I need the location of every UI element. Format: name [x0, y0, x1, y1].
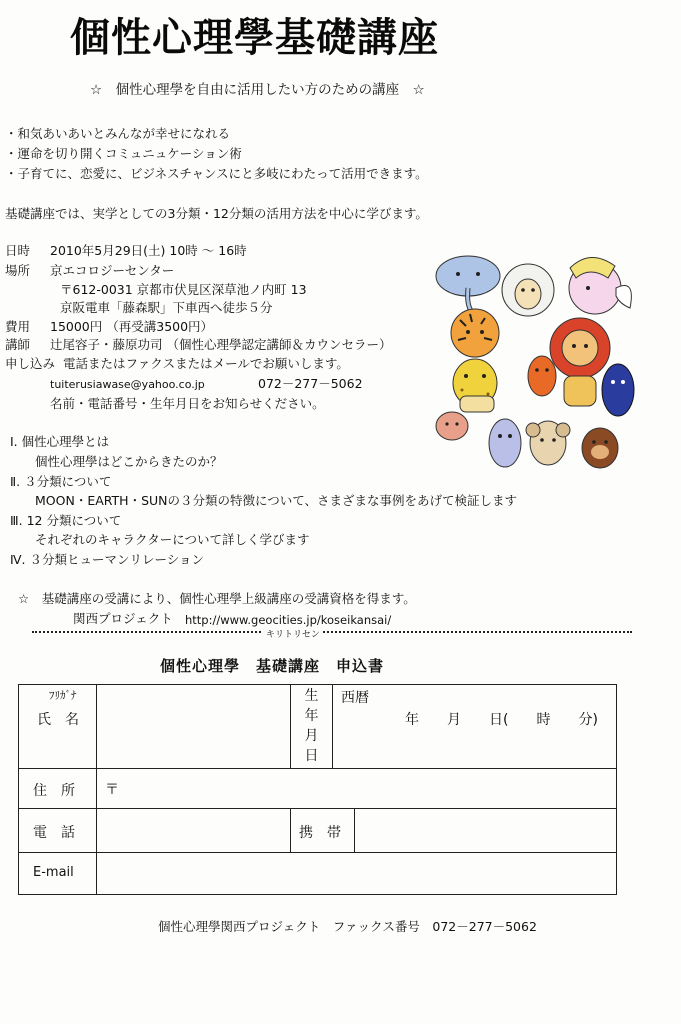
mobile-label-cell	[291, 809, 355, 853]
date-label: 日時	[5, 243, 31, 258]
cut-line	[32, 631, 632, 633]
birth-date-field[interactable]	[333, 685, 617, 769]
curriculum-detail: それぞれのキャラクターについて詳しく学びます	[35, 532, 310, 547]
place-label: 場所	[5, 263, 31, 278]
cut-line-label: キリトリセン	[263, 627, 323, 640]
apply-label: 申し込み	[5, 356, 56, 371]
curriculum-heading: Ⅲ. 12 分類について	[10, 513, 122, 528]
lion-icon	[550, 318, 610, 406]
monkey-icon	[528, 356, 556, 396]
birth-label-char: 生	[304, 688, 319, 704]
contact-phone: 072－277－5062	[258, 376, 363, 391]
curriculum-heading: Ⅰ. 個性心理學とは	[10, 434, 110, 449]
mobile-field[interactable]	[355, 809, 617, 853]
phone-field[interactable]	[97, 809, 291, 853]
email-label: E-mail	[33, 865, 74, 880]
sheep-icon	[502, 264, 554, 316]
birth-label-char: 日	[304, 748, 319, 764]
lecturer-label: 講師	[5, 337, 31, 352]
wolf-icon	[436, 412, 468, 440]
address-line: 〒612-0031 京都市伏見区深草池ノ内町 13	[60, 282, 307, 297]
fee-value: 15000円 （再受講3500円）	[50, 319, 214, 334]
contact-email: tuiterusiawase@yahoo.co.jp	[50, 378, 205, 391]
application-form	[18, 684, 617, 895]
bear-icon	[582, 428, 618, 468]
elephant-icon	[436, 256, 500, 314]
koala-icon	[526, 421, 570, 465]
curriculum-heading: Ⅱ. ３分類について	[10, 474, 112, 489]
birth-label-char: 年	[304, 708, 319, 724]
curriculum-detail: 個性心理學はどこからきたのか？	[35, 454, 223, 469]
benefit-item: ・運命を切り開くコミュニュケーション術	[5, 146, 242, 161]
date-fields-label: 年 月 日( 時 分)	[405, 712, 598, 728]
postal-mark: 〒	[105, 782, 119, 798]
intro-text: 基礎講座では、実学としての3分類・12分類の活用方法を中心に学びます。	[5, 206, 428, 221]
date-value: 2010年5月29日(土) 10時 ～ 16時	[50, 243, 247, 258]
email-field[interactable]	[97, 853, 617, 895]
cheetah-icon	[453, 359, 497, 412]
fee-label: 費用	[5, 319, 31, 334]
name-label: 氏 名	[37, 712, 79, 728]
character-illustration	[430, 248, 640, 478]
name-label-cell	[19, 685, 97, 769]
benefit-item: ・和気あいあいとみんなが幸せになれる	[5, 126, 231, 141]
birth-label-cell	[291, 685, 333, 769]
page-title: 個性心理學基礎講座	[70, 15, 439, 61]
curriculum-detail: MOON・EARTH・SUNの３分類の特徴について、さまざまな事例をあげて検証します	[35, 493, 518, 508]
name-field[interactable]	[97, 685, 291, 769]
place-value: 京エコロジーセンター	[50, 263, 175, 278]
footer-fax: 個性心理學関西プロジェクト ファックス番号 072－277－5062	[158, 919, 537, 934]
email-label-cell	[19, 853, 97, 895]
project-url[interactable]: http://www.geocities.jp/koseikansai/	[185, 613, 392, 627]
address-field[interactable]	[97, 769, 617, 809]
tiger-icon	[451, 309, 499, 357]
furigana-label: ﾌﾘｶﾞﾅ	[49, 689, 77, 702]
phone-label: 電 話	[33, 825, 75, 841]
apply-value: 電話またはファクスまたはメールでお願いします。	[63, 356, 349, 371]
qualification-note: ☆ 基礎講座の受講により、個性心理學上級講座の受講資格を得ます。	[18, 591, 416, 606]
pegasus-icon	[569, 257, 631, 314]
form-title: 個性心理學 基礎講座 申込書	[160, 657, 385, 675]
mobile-label: 携 帯	[299, 825, 341, 841]
subtitle: ☆ 個性心理學を自由に活用したい方のための講座 ☆	[90, 82, 425, 98]
era-label: 西暦	[341, 690, 369, 706]
address-label: 住 所	[33, 783, 75, 799]
address-label-cell	[19, 769, 97, 809]
birth-label-char: 月	[304, 728, 319, 744]
phone-label-cell	[19, 809, 97, 853]
benefit-item: ・子育てに、恋愛に、ビジネスチャンスにと多岐にわたって活用できます。	[5, 166, 428, 181]
access-line: 京阪電車「藤森駅」下車西へ徒歩５分	[60, 300, 273, 315]
black-panther-icon	[602, 364, 634, 416]
notice-text: 名前・電話番号・生年月日をお知らせください。	[50, 396, 325, 411]
project-name: 関西プロジェクト	[73, 611, 173, 626]
lecturer-value: 辻尾容子・藤原功司 （個性心理學認定講師＆カウンセラー）	[50, 337, 392, 352]
raccoon-icon	[489, 419, 521, 467]
curriculum-heading: Ⅳ. ３分類ヒューマンリレーション	[10, 552, 204, 567]
